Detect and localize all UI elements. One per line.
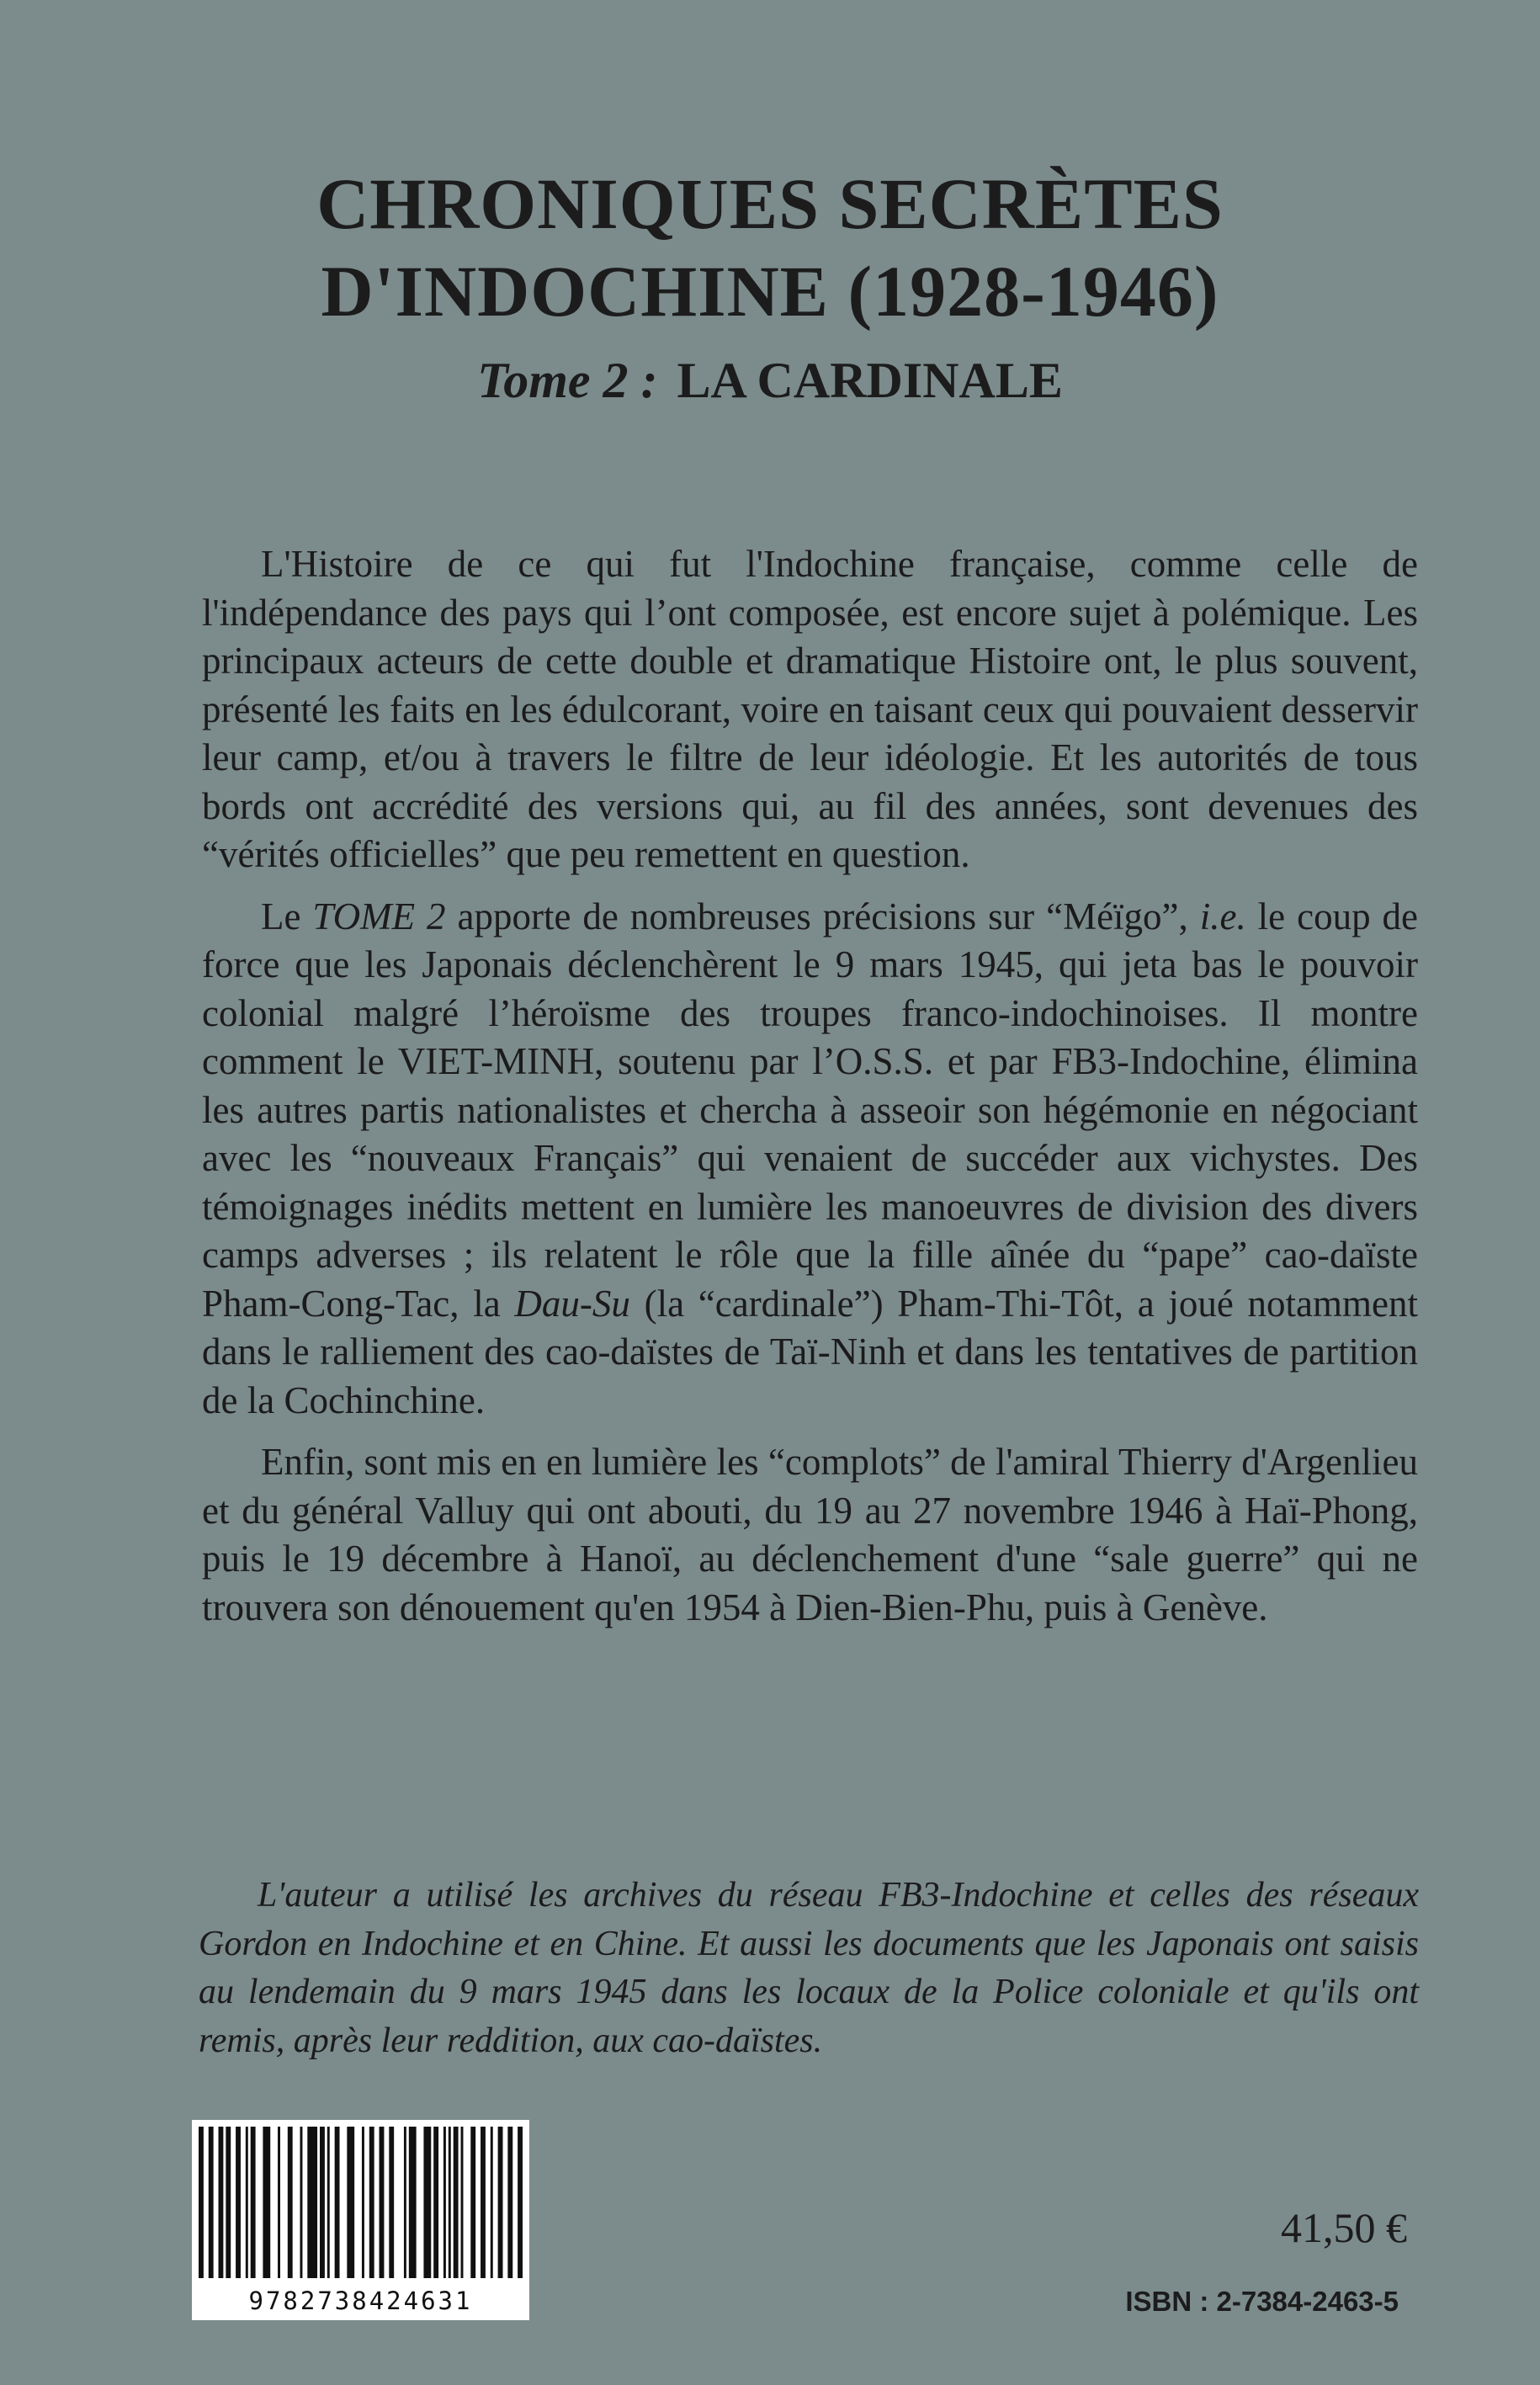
- barcode-bar: [470, 2127, 475, 2278]
- blurb-p2-text-b: apporte de nombreuses précisions sur “Méïgo”,: [445, 895, 1200, 938]
- barcode-bar: [246, 2127, 248, 2278]
- barcode-bar: [389, 2127, 394, 2278]
- barcode-bar: [219, 2127, 224, 2278]
- barcode-bar: [498, 2127, 503, 2278]
- barcode-bar: [404, 2127, 406, 2278]
- barcode-bar: [226, 2127, 231, 2278]
- barcode-bar: [307, 2127, 317, 2278]
- barcode-bar: [327, 2127, 330, 2278]
- barcode-bar: [409, 2127, 417, 2278]
- barcode-bar: [320, 2127, 325, 2278]
- barcode-bar: [251, 2127, 256, 2278]
- blurb-p2-text-a: Le: [261, 895, 313, 938]
- barcode-bar: [199, 2127, 204, 2278]
- barcode-bar: [507, 2127, 512, 2278]
- barcode-bar: [491, 2127, 493, 2278]
- blurb-paragraph-2: [202, 893, 1418, 1426]
- blurb-p2-text-c: le coup de force que les Japonais déclenchèrent le 9 mars 1945, qui jeta bas le pouvoir colonial malgré l’héroïsme des troupes franco-indochinoises. Il montre comment le VIET-MINH, soutenu par l’O.S.S. et par FB3-Indochine, élimina les autres partis nationalistes et chercha à asseoir son hégémonie en négociant avec les “nouveaux Français” qui venaient de succéder aux vichystes. Des témoignages inédits mettent en lumière les manoeuvres de division des divers camps adverses ; ils relatent le rôle que la fille aînée du “pape” cao-daïste Pham-Cong-Tac, la: [202, 895, 1418, 1325]
- barcode-bar: [518, 2127, 523, 2278]
- barcode-bar: [347, 2127, 354, 2278]
- barcode-number: 9782738424631: [248, 2287, 473, 2315]
- blurb-paragraph-3: Enfin, sont mis en en lumière les “complots” de l'amiral Thierry d'Argenlieu et du général Valluy qui ont abouti, du 19 au 27 novembre 1946 à Haï-Phong, puis le 19 décembre à Hanoï, au déclenchement d'une “sale guerre” qui ne trouvera son dénouement qu'en 1954 à Dien-Bien-Phu, puis à Genève.: [202, 1441, 1418, 1628]
- barcode-bar: [380, 2127, 385, 2278]
- isbn: ISBN : 2-7384-2463-5: [1125, 2286, 1399, 2317]
- blurb: [202, 540, 1418, 1632]
- title-line-2: D'INDOCHINE (1928-1946): [321, 251, 1219, 332]
- barcode-bar: [369, 2127, 374, 2278]
- barcode-bar: [209, 2127, 214, 2278]
- title-line-1: CHRONIQUES SECRÈTES: [316, 163, 1224, 244]
- volume-subtitle: [0, 352, 1540, 410]
- barcode-bar: [423, 2127, 431, 2278]
- tome-label: Tome 2 :: [477, 353, 658, 408]
- barcode-bar: [263, 2127, 270, 2278]
- barcode-bar: [461, 2127, 464, 2278]
- tome-emphasis: TOME 2: [312, 895, 446, 938]
- price: 41,50 €: [1281, 2204, 1407, 2251]
- barcode-bar: [454, 2127, 459, 2278]
- barcode-bar: [449, 2127, 451, 2278]
- book-title: [0, 160, 1540, 335]
- dau-su-emphasis: Dau-Su: [514, 1282, 630, 1325]
- isbn-barcode: [192, 2120, 529, 2320]
- barcode-bar: [443, 2127, 446, 2278]
- blurb-paragraph-1: L'Histoire de ce qui fut l'Indochine française, comme celle de l'indépendance des pays qui l’ont composée, est encore sujet à polémique. Les principaux acteurs de cette double et dramatique Histoire ont, le plus souvent, présenté les faits en les édulcorant, voire en taisant ceux qui pouvaient desservir leur camp, et/ou à travers le filtre de leur idéologie. Et les autorités de tous bords ont accrédité des versions qui, au fil des années, sont devenues des “vérités officielles” que peu remettent en question.: [202, 543, 1418, 875]
- barcode-bars: [192, 2120, 529, 2288]
- blurb-p2-text-d: (la “cardinale”) Pham-Thi-Tôt, a joué notamment dans le ralliement des cao-daïstes de Taï-Ninh et dans les tentatives de partition de la Cochinchine.: [202, 1282, 1418, 1421]
- barcode-bar: [288, 2127, 293, 2278]
- ie-emphasis: i.e.: [1199, 895, 1246, 938]
- tome-name: LA CARDINALE: [677, 353, 1063, 408]
- barcode-bar: [236, 2127, 241, 2278]
- barcode-bar: [278, 2127, 280, 2278]
- author-note: L'auteur a utilisé les archives du réseau FB3-Indochine et celles des réseaux Gordon en Indochine et en Chine. Et aussi les documents que les Japonais ont saisis au lendemain du 9 mars 1945 dans les locaux de la Police coloniale et qu'ils ont remis, après leur reddition, aux cao-daïstes.: [199, 1876, 1419, 2060]
- barcode-bar: [362, 2127, 364, 2278]
- barcode-bar: [481, 2127, 486, 2278]
- barcode-bar: [335, 2127, 340, 2278]
- barcode-bar: [433, 2127, 438, 2278]
- barcode-bar: [300, 2127, 303, 2278]
